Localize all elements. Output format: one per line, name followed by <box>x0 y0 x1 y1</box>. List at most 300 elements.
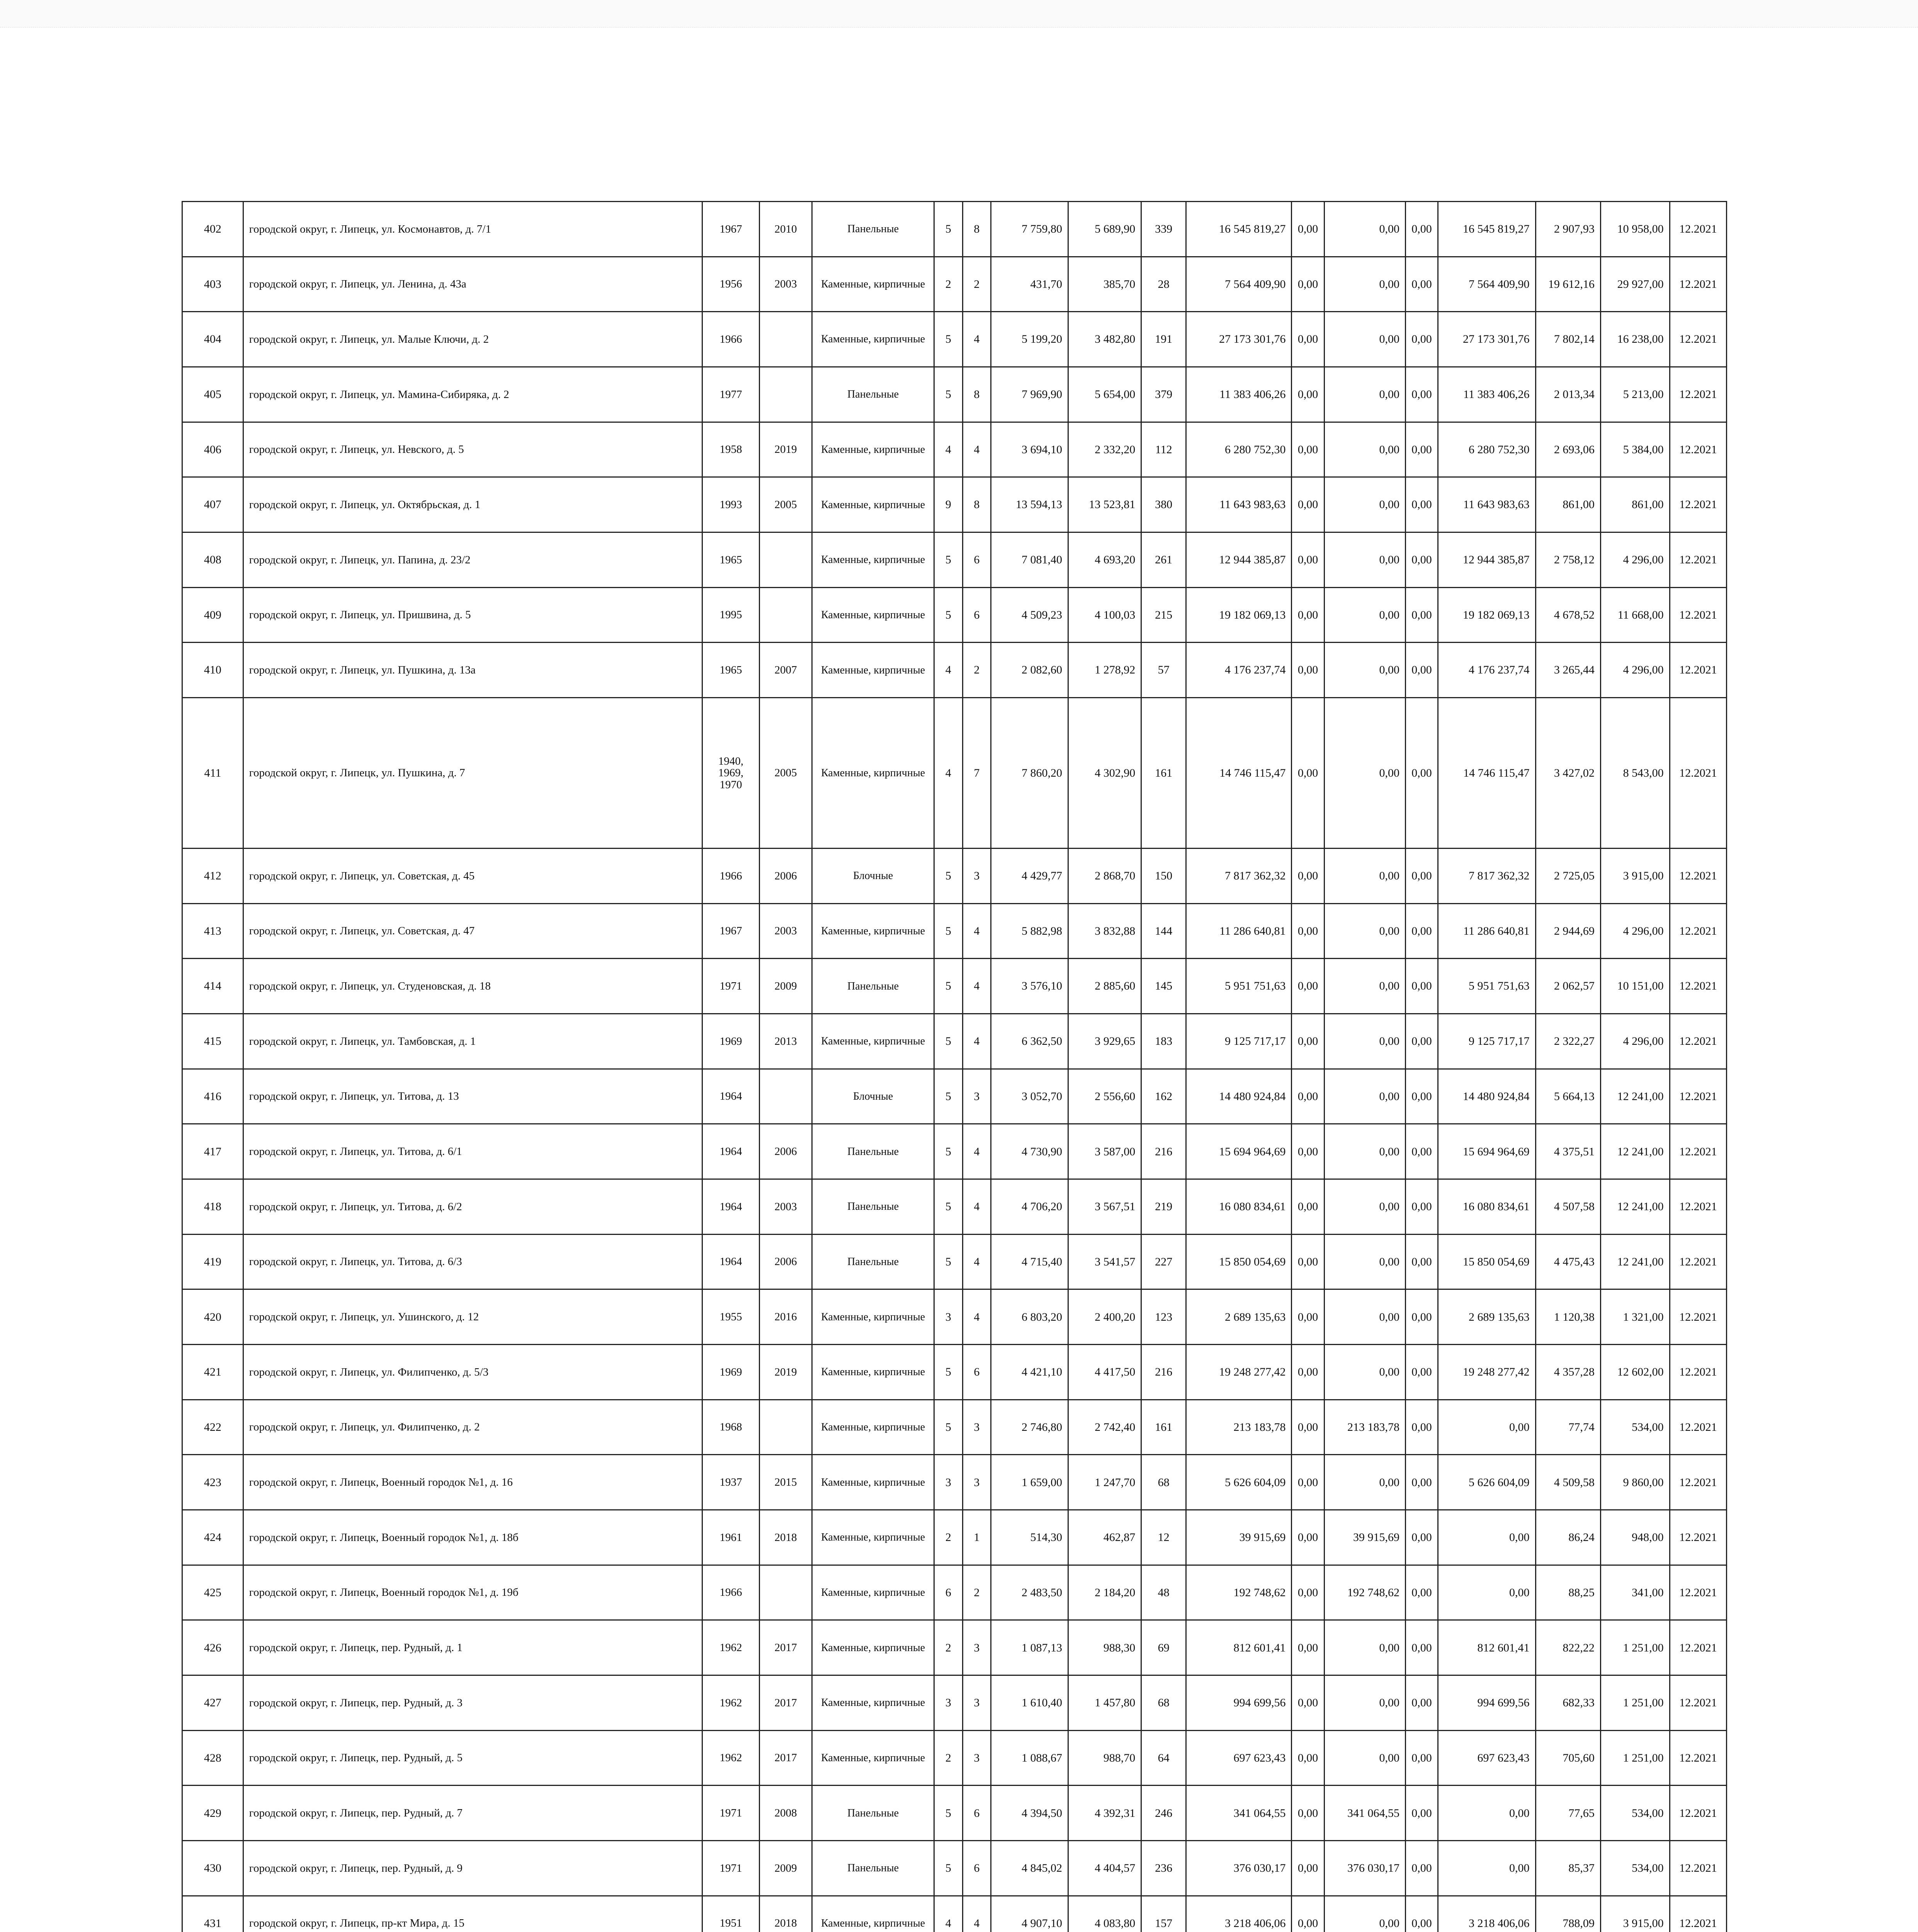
cell-total-cost: 12 944 385,87 <box>1186 532 1291 588</box>
cell-total-cost: 16 545 819,27 <box>1186 202 1291 257</box>
cell-entrances: 4 <box>962 903 991 959</box>
cell-sum: 12 944 385,87 <box>1438 532 1535 588</box>
cell-floors: 5 <box>934 1400 962 1455</box>
cell-date: 12.2021 <box>1670 257 1726 312</box>
cell-total-cost: 213 183,78 <box>1186 1400 1291 1455</box>
cell-c1: 0,00 <box>1292 1234 1324 1289</box>
cell-material: Каменные, кирпичные <box>812 1675 934 1731</box>
cell-c3: 0,00 <box>1405 202 1438 257</box>
cell-per-m2: 2 013,34 <box>1535 367 1600 422</box>
cell-c2: 0,00 <box>1324 959 1405 1014</box>
table-row <box>182 1510 1727 1565</box>
cell-entrances: 2 <box>962 643 991 698</box>
cell-c3: 0,00 <box>1405 312 1438 367</box>
cell-residents: 68 <box>1141 1455 1186 1510</box>
cell-year-built: 1937 <box>702 1455 759 1510</box>
cell-floors: 2 <box>934 1730 962 1786</box>
register-table-wrapper <box>182 201 1727 1932</box>
cell-c1: 0,00 <box>1292 1786 1324 1841</box>
cell-c3: 0,00 <box>1405 1675 1438 1731</box>
cell-total-area: 2 082,60 <box>991 643 1068 698</box>
cell-c2: 0,00 <box>1324 698 1405 849</box>
cell-sum: 11 643 983,63 <box>1438 477 1535 532</box>
cell-total-cost: 341 064,55 <box>1186 1786 1291 1841</box>
cell-c1: 0,00 <box>1292 1124 1324 1179</box>
cell-c2: 0,00 <box>1324 422 1405 477</box>
table-body <box>182 202 1727 1932</box>
cell-year-built: 1968 <box>702 1400 759 1455</box>
cell-living-area: 4 083,80 <box>1068 1896 1141 1932</box>
cell-c2: 0,00 <box>1324 849 1405 904</box>
cell-entrances: 4 <box>962 1896 991 1932</box>
cell-total-cost: 11 286 640,81 <box>1186 903 1291 959</box>
cell-entrances: 3 <box>962 1730 991 1786</box>
cell-residents: 12 <box>1141 1510 1186 1565</box>
cell-limit: 11 668,00 <box>1600 587 1670 643</box>
cell-date: 12.2021 <box>1670 532 1726 588</box>
cell-c2: 0,00 <box>1324 1124 1405 1179</box>
table-row <box>182 903 1727 959</box>
cell-material: Каменные, кирпичные <box>812 532 934 588</box>
cell-c2: 192 748,62 <box>1324 1565 1405 1620</box>
cell-total-area: 431,70 <box>991 257 1068 312</box>
cell-material: Блочные <box>812 1069 934 1124</box>
cell-date: 12.2021 <box>1670 1069 1726 1124</box>
cell-material: Панельные <box>812 959 934 1014</box>
cell-year-renov: 2018 <box>759 1510 812 1565</box>
cell-num: 421 <box>182 1345 243 1400</box>
cell-entrances: 3 <box>962 1069 991 1124</box>
cell-c3: 0,00 <box>1405 367 1438 422</box>
cell-limit: 3 915,00 <box>1600 849 1670 904</box>
cell-per-m2: 7 802,14 <box>1535 312 1600 367</box>
cell-floors: 4 <box>934 698 962 849</box>
cell-living-area: 4 693,20 <box>1068 532 1141 588</box>
cell-sum: 16 080 834,61 <box>1438 1179 1535 1235</box>
cell-c1: 0,00 <box>1292 959 1324 1014</box>
table-row <box>182 1234 1727 1289</box>
cell-per-m2: 2 907,93 <box>1535 202 1600 257</box>
cell-address: городской округ, г. Липецк, ул. Ленина, д. 43а <box>243 257 702 312</box>
cell-c2: 39 915,69 <box>1324 1510 1405 1565</box>
cell-per-m2: 3 265,44 <box>1535 643 1600 698</box>
cell-year-renov: 2015 <box>759 1455 812 1510</box>
cell-address: городской округ, г. Липецк, ул. Титова, д. 13 <box>243 1069 702 1124</box>
cell-c1: 0,00 <box>1292 1841 1324 1896</box>
cell-date: 12.2021 <box>1670 477 1726 532</box>
cell-num: 423 <box>182 1455 243 1510</box>
cell-limit: 341,00 <box>1600 1565 1670 1620</box>
table-row <box>182 477 1727 532</box>
cell-floors: 4 <box>934 643 962 698</box>
cell-living-area: 4 404,57 <box>1068 1841 1141 1896</box>
cell-year-renov: 2006 <box>759 1234 812 1289</box>
table-row <box>182 587 1727 643</box>
cell-year-renov: 2009 <box>759 1841 812 1896</box>
cell-year-renov <box>759 532 812 588</box>
cell-address: городской округ, г. Липецк, пер. Рудный, д. 7 <box>243 1786 702 1841</box>
cell-limit: 1 251,00 <box>1600 1620 1670 1675</box>
cell-c1: 0,00 <box>1292 1345 1324 1400</box>
table-row <box>182 1069 1727 1124</box>
cell-address: городской округ, г. Липецк, ул. Малые Ключи, д. 2 <box>243 312 702 367</box>
cell-address: городской округ, г. Липецк, Военный городок №1, д. 19б <box>243 1565 702 1620</box>
cell-total-cost: 39 915,69 <box>1186 1510 1291 1565</box>
cell-year-renov: 2006 <box>759 849 812 904</box>
cell-sum: 697 623,43 <box>1438 1730 1535 1786</box>
cell-year-built: 1955 <box>702 1289 759 1345</box>
cell-address: городской округ, г. Липецк, ул. Мамина-Сибиряка, д. 2 <box>243 367 702 422</box>
cell-residents: 215 <box>1141 587 1186 643</box>
cell-limit: 12 241,00 <box>1600 1179 1670 1235</box>
cell-year-renov: 2019 <box>759 1345 812 1400</box>
cell-year-built: 1964 <box>702 1179 759 1235</box>
cell-sum: 0,00 <box>1438 1841 1535 1896</box>
table-row <box>182 1841 1727 1896</box>
cell-address: городской округ, г. Липецк, ул. Космонавтов, д. 7/1 <box>243 202 702 257</box>
cell-date: 12.2021 <box>1670 903 1726 959</box>
cell-floors: 3 <box>934 1455 962 1510</box>
cell-c1: 0,00 <box>1292 1510 1324 1565</box>
cell-floors: 5 <box>934 1014 962 1069</box>
cell-residents: 261 <box>1141 532 1186 588</box>
cell-date: 12.2021 <box>1670 1896 1726 1932</box>
cell-total-cost: 7 817 362,32 <box>1186 849 1291 904</box>
cell-year-built: 1971 <box>702 1786 759 1841</box>
cell-floors: 5 <box>934 1179 962 1235</box>
cell-residents: 236 <box>1141 1841 1186 1896</box>
cell-c2: 213 183,78 <box>1324 1400 1405 1455</box>
cell-c2: 0,00 <box>1324 1179 1405 1235</box>
cell-entrances: 3 <box>962 1675 991 1731</box>
cell-year-renov: 2016 <box>759 1289 812 1345</box>
cell-living-area: 5 689,90 <box>1068 202 1141 257</box>
cell-limit: 16 238,00 <box>1600 312 1670 367</box>
cell-floors: 2 <box>934 1510 962 1565</box>
cell-living-area: 5 654,00 <box>1068 367 1141 422</box>
cell-limit: 12 241,00 <box>1600 1124 1670 1179</box>
cell-year-renov: 2010 <box>759 202 812 257</box>
cell-entrances: 4 <box>962 312 991 367</box>
cell-c2: 0,00 <box>1324 257 1405 312</box>
cell-sum: 19 248 277,42 <box>1438 1345 1535 1400</box>
cell-living-area: 3 482,80 <box>1068 312 1141 367</box>
cell-per-m2: 2 062,57 <box>1535 959 1600 1014</box>
cell-limit: 3 915,00 <box>1600 1896 1670 1932</box>
cell-per-m2: 1 120,38 <box>1535 1289 1600 1345</box>
cell-residents: 28 <box>1141 257 1186 312</box>
cell-total-area: 1 659,00 <box>991 1455 1068 1510</box>
cell-date: 12.2021 <box>1670 312 1726 367</box>
cell-living-area: 2 885,60 <box>1068 959 1141 1014</box>
cell-year-built: 1969 <box>702 1345 759 1400</box>
cell-per-m2: 5 664,13 <box>1535 1069 1600 1124</box>
cell-num: 406 <box>182 422 243 477</box>
cell-num: 411 <box>182 698 243 849</box>
cell-c3: 0,00 <box>1405 1565 1438 1620</box>
cell-per-m2: 19 612,16 <box>1535 257 1600 312</box>
cell-per-m2: 2 725,05 <box>1535 849 1600 904</box>
cell-per-m2: 77,65 <box>1535 1786 1600 1841</box>
cell-address: городской округ, г. Липецк, ул. Пришвина, д. 5 <box>243 587 702 643</box>
cell-living-area: 2 868,70 <box>1068 849 1141 904</box>
cell-total-area: 1 610,40 <box>991 1675 1068 1731</box>
cell-entrances: 6 <box>962 1786 991 1841</box>
cell-year-renov: 2017 <box>759 1730 812 1786</box>
cell-c1: 0,00 <box>1292 1620 1324 1675</box>
cell-c2: 376 030,17 <box>1324 1841 1405 1896</box>
cell-year-renov: 2005 <box>759 698 812 849</box>
cell-residents: 69 <box>1141 1620 1186 1675</box>
cell-material: Каменные, кирпичные <box>812 698 934 849</box>
cell-year-renov <box>759 312 812 367</box>
table-row <box>182 643 1727 698</box>
cell-entrances: 3 <box>962 1620 991 1675</box>
cell-sum: 11 286 640,81 <box>1438 903 1535 959</box>
cell-material: Панельные <box>812 367 934 422</box>
cell-living-area: 3 587,00 <box>1068 1124 1141 1179</box>
cell-entrances: 4 <box>962 1234 991 1289</box>
table-row <box>182 1455 1727 1510</box>
cell-living-area: 462,87 <box>1068 1510 1141 1565</box>
cell-date: 12.2021 <box>1670 1124 1726 1179</box>
cell-limit: 4 296,00 <box>1600 532 1670 588</box>
table-row <box>182 1289 1727 1345</box>
cell-year-renov: 2003 <box>759 257 812 312</box>
table-row <box>182 849 1727 904</box>
cell-total-area: 3 052,70 <box>991 1069 1068 1124</box>
table-row <box>182 1675 1727 1731</box>
cell-sum: 994 699,56 <box>1438 1675 1535 1731</box>
cell-address: городской округ, г. Липецк, ул. Папина, д. 23/2 <box>243 532 702 588</box>
cell-total-area: 13 594,13 <box>991 477 1068 532</box>
cell-c1: 0,00 <box>1292 1896 1324 1932</box>
cell-material: Каменные, кирпичные <box>812 477 934 532</box>
cell-total-cost: 376 030,17 <box>1186 1841 1291 1896</box>
cell-total-area: 5 882,98 <box>991 903 1068 959</box>
cell-living-area: 988,70 <box>1068 1730 1141 1786</box>
cell-living-area: 3 567,51 <box>1068 1179 1141 1235</box>
cell-year-built: 1971 <box>702 959 759 1014</box>
cell-material: Каменные, кирпичные <box>812 587 934 643</box>
cell-entrances: 4 <box>962 959 991 1014</box>
cell-total-cost: 9 125 717,17 <box>1186 1014 1291 1069</box>
cell-limit: 1 251,00 <box>1600 1675 1670 1731</box>
cell-date: 12.2021 <box>1670 1675 1726 1731</box>
cell-year-built: 1966 <box>702 312 759 367</box>
cell-address: городской округ, г. Липецк, ул. Советская, д. 45 <box>243 849 702 904</box>
table-row <box>182 1896 1727 1932</box>
cell-per-m2: 4 509,58 <box>1535 1455 1600 1510</box>
cell-address: городской округ, г. Липецк, ул. Пушкина, д. 13а <box>243 643 702 698</box>
cell-per-m2: 2 693,06 <box>1535 422 1600 477</box>
cell-limit: 10 151,00 <box>1600 959 1670 1014</box>
cell-residents: 150 <box>1141 849 1186 904</box>
cell-sum: 2 689 135,63 <box>1438 1289 1535 1345</box>
cell-c3: 0,00 <box>1405 1400 1438 1455</box>
cell-floors: 5 <box>934 1124 962 1179</box>
cell-living-area: 4 392,31 <box>1068 1786 1141 1841</box>
cell-per-m2: 4 678,52 <box>1535 587 1600 643</box>
cell-total-area: 3 694,10 <box>991 422 1068 477</box>
cell-living-area: 4 417,50 <box>1068 1345 1141 1400</box>
cell-year-renov: 2013 <box>759 1014 812 1069</box>
cell-c2: 0,00 <box>1324 202 1405 257</box>
cell-year-renov: 2019 <box>759 422 812 477</box>
cell-year-renov: 2003 <box>759 903 812 959</box>
cell-year-renov: 2017 <box>759 1620 812 1675</box>
cell-date: 12.2021 <box>1670 1510 1726 1565</box>
cell-c1: 0,00 <box>1292 1069 1324 1124</box>
cell-date: 12.2021 <box>1670 1014 1726 1069</box>
cell-year-renov: 2018 <box>759 1896 812 1932</box>
cell-entrances: 1 <box>962 1510 991 1565</box>
cell-year-built: 1956 <box>702 257 759 312</box>
cell-year-built: 1995 <box>702 587 759 643</box>
cell-sum: 0,00 <box>1438 1786 1535 1841</box>
cell-total-area: 4 715,40 <box>991 1234 1068 1289</box>
cell-c3: 0,00 <box>1405 257 1438 312</box>
cell-residents: 68 <box>1141 1675 1186 1731</box>
table-row <box>182 1786 1727 1841</box>
cell-c3: 0,00 <box>1405 1289 1438 1345</box>
cell-c3: 0,00 <box>1405 587 1438 643</box>
cell-date: 12.2021 <box>1670 1400 1726 1455</box>
cell-residents: 145 <box>1141 959 1186 1014</box>
cell-year-renov <box>759 1400 812 1455</box>
cell-sum: 11 383 406,26 <box>1438 367 1535 422</box>
cell-material: Каменные, кирпичные <box>812 1345 934 1400</box>
cell-c3: 0,00 <box>1405 1124 1438 1179</box>
cell-floors: 2 <box>934 1620 962 1675</box>
cell-material: Каменные, кирпичные <box>812 1400 934 1455</box>
cell-per-m2: 4 357,28 <box>1535 1345 1600 1400</box>
cell-living-area: 2 400,20 <box>1068 1289 1141 1345</box>
cell-c3: 0,00 <box>1405 643 1438 698</box>
cell-year-built: 1964 <box>702 1124 759 1179</box>
cell-num: 415 <box>182 1014 243 1069</box>
cell-total-cost: 3 218 406,06 <box>1186 1896 1291 1932</box>
cell-num: 420 <box>182 1289 243 1345</box>
cell-sum: 15 850 054,69 <box>1438 1234 1535 1289</box>
cell-total-cost: 697 623,43 <box>1186 1730 1291 1786</box>
cell-address: городской округ, г. Липецк, ул. Тамбовская, д. 1 <box>243 1014 702 1069</box>
cell-address: городской округ, г. Липецк, пер. Рудный, д. 9 <box>243 1841 702 1896</box>
cell-year-renov: 2003 <box>759 1179 812 1235</box>
cell-entrances: 4 <box>962 1124 991 1179</box>
cell-address: городской округ, г. Липецк, ул. Филипченко, д. 2 <box>243 1400 702 1455</box>
cell-date: 12.2021 <box>1670 643 1726 698</box>
cell-floors: 3 <box>934 1675 962 1731</box>
cell-per-m2: 86,24 <box>1535 1510 1600 1565</box>
cell-c3: 0,00 <box>1405 698 1438 849</box>
cell-c2: 0,00 <box>1324 312 1405 367</box>
cell-date: 12.2021 <box>1670 849 1726 904</box>
cell-entrances: 6 <box>962 1345 991 1400</box>
cell-per-m2: 2 322,27 <box>1535 1014 1600 1069</box>
cell-num: 425 <box>182 1565 243 1620</box>
cell-total-area: 1 087,13 <box>991 1620 1068 1675</box>
cell-total-area: 6 803,20 <box>991 1289 1068 1345</box>
table-row <box>182 1124 1727 1179</box>
cell-limit: 534,00 <box>1600 1786 1670 1841</box>
cell-material: Каменные, кирпичные <box>812 1014 934 1069</box>
cell-limit: 8 543,00 <box>1600 698 1670 849</box>
cell-c3: 0,00 <box>1405 849 1438 904</box>
cell-residents: 57 <box>1141 643 1186 698</box>
cell-per-m2: 822,22 <box>1535 1620 1600 1675</box>
cell-total-cost: 11 383 406,26 <box>1186 367 1291 422</box>
cell-total-area: 4 394,50 <box>991 1786 1068 1841</box>
cell-c1: 0,00 <box>1292 1014 1324 1069</box>
cell-num: 414 <box>182 959 243 1014</box>
cell-sum: 14 480 924,84 <box>1438 1069 1535 1124</box>
cell-living-area: 988,30 <box>1068 1620 1141 1675</box>
cell-c2: 0,00 <box>1324 1345 1405 1400</box>
cell-year-built: 1967 <box>702 903 759 959</box>
cell-c2: 341 064,55 <box>1324 1786 1405 1841</box>
cell-floors: 5 <box>934 1345 962 1400</box>
cell-total-cost: 994 699,56 <box>1186 1675 1291 1731</box>
cell-c1: 0,00 <box>1292 532 1324 588</box>
cell-num: 402 <box>182 202 243 257</box>
cell-residents: 339 <box>1141 202 1186 257</box>
cell-entrances: 6 <box>962 587 991 643</box>
cell-living-area: 1 278,92 <box>1068 643 1141 698</box>
cell-limit: 12 241,00 <box>1600 1234 1670 1289</box>
cell-c1: 0,00 <box>1292 1179 1324 1235</box>
cell-address: городской округ, г. Липецк, Военный городок №1, д. 16 <box>243 1455 702 1510</box>
cell-c1: 0,00 <box>1292 849 1324 904</box>
cell-sum: 7 564 409,90 <box>1438 257 1535 312</box>
cell-floors: 5 <box>934 1786 962 1841</box>
table-row <box>182 202 1727 257</box>
cell-c3: 0,00 <box>1405 959 1438 1014</box>
cell-year-renov <box>759 367 812 422</box>
cell-entrances: 4 <box>962 422 991 477</box>
cell-address: городской округ, г. Липецк, ул. Пушкина, д. 7 <box>243 698 702 849</box>
cell-material: Каменные, кирпичные <box>812 1455 934 1510</box>
cell-num: 404 <box>182 312 243 367</box>
cell-sum: 7 817 362,32 <box>1438 849 1535 904</box>
cell-per-m2: 788,09 <box>1535 1896 1600 1932</box>
cell-address: городской округ, г. Липецк, Военный городок №1, д. 18б <box>243 1510 702 1565</box>
cell-living-area: 4 100,03 <box>1068 587 1141 643</box>
cell-total-area: 4 429,77 <box>991 849 1068 904</box>
cell-residents: 379 <box>1141 367 1186 422</box>
cell-residents: 162 <box>1141 1069 1186 1124</box>
cell-c1: 0,00 <box>1292 587 1324 643</box>
cell-material: Панельные <box>812 202 934 257</box>
cell-residents: 123 <box>1141 1289 1186 1345</box>
cell-address: городской округ, г. Липецк, пер. Рудный, д. 3 <box>243 1675 702 1731</box>
cell-num: 405 <box>182 367 243 422</box>
cell-entrances: 8 <box>962 202 991 257</box>
cell-residents: 380 <box>1141 477 1186 532</box>
cell-num: 416 <box>182 1069 243 1124</box>
cell-entrances: 2 <box>962 1565 991 1620</box>
cell-limit: 534,00 <box>1600 1400 1670 1455</box>
cell-floors: 5 <box>934 1234 962 1289</box>
cell-entrances: 3 <box>962 849 991 904</box>
cell-c1: 0,00 <box>1292 1289 1324 1345</box>
cell-total-area: 4 845,02 <box>991 1841 1068 1896</box>
cell-material: Панельные <box>812 1786 934 1841</box>
cell-num: 428 <box>182 1730 243 1786</box>
cell-per-m2: 77,74 <box>1535 1400 1600 1455</box>
cell-sum: 5 626 604,09 <box>1438 1455 1535 1510</box>
cell-sum: 27 173 301,76 <box>1438 312 1535 367</box>
